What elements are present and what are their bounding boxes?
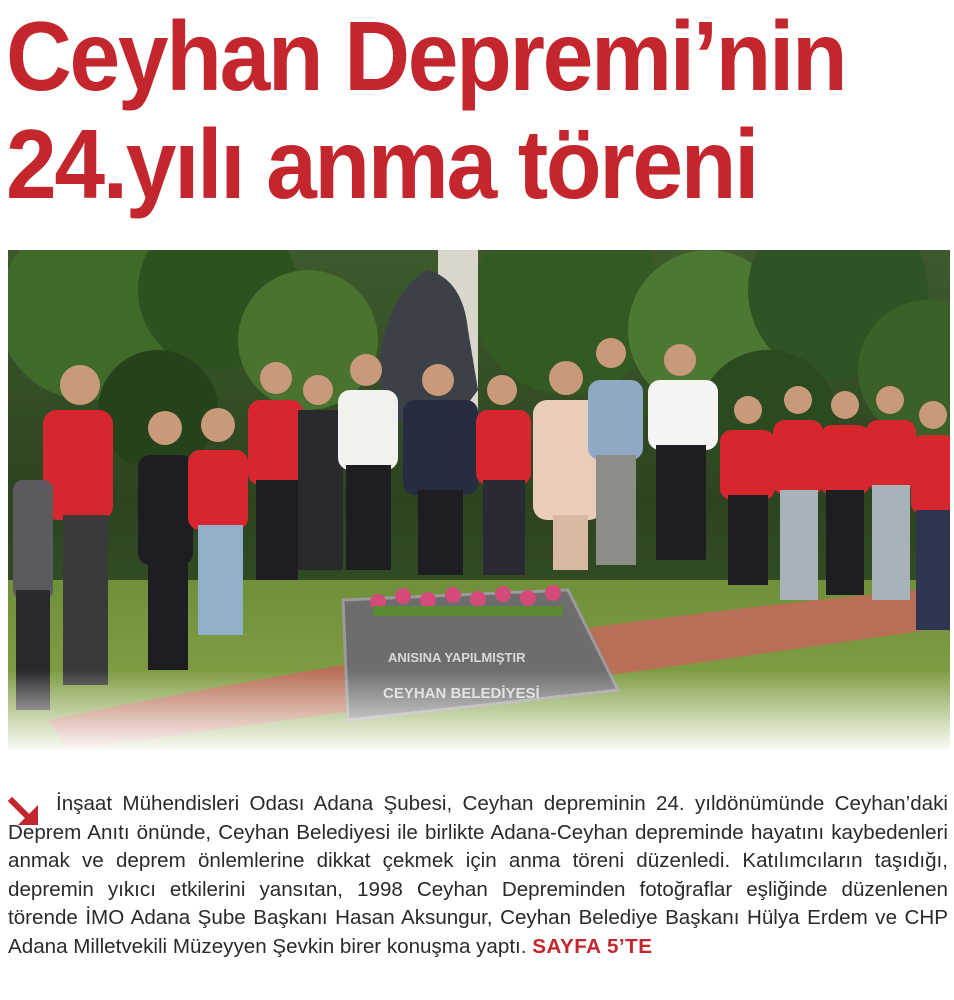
article-text: İnşaat Mühendisleri Odası Adana Şubesi, Ceyhan depreminin 24. yıldönümünde Ceyhan’daki Deprem Anıtı önünde, Ceyhan Belediyesi ile birlikte Adana-Ceyhan depreminde hayatını kaybedenleri anmak ve deprem önlemlerine dikkat çekmek için anma töreni düzenledi. Katılımcıların taşıdığı, depremin yıkıcı etkilerini yansıtan, 1998 Ceyhan Depreminden fotoğraflar eşliğinde düzenlenen törende İMO Adana Şube Başkanı Hasan Aksungur, Ceyhan Belediye Başkanı Hülya Erdem ve CHP Adana Milletvekili Müzeyyen Şevkin birer konuşma yaptı.: [8, 792, 948, 958]
plaque-text-1: ANISINA YAPILMIŞTIR: [388, 650, 526, 665]
ceremony-photo: [8, 250, 950, 750]
article-body: [8, 790, 948, 962]
page-reference: SAYFA 5’TE: [532, 934, 653, 958]
headline-line-2: 24.yılı anma töreni: [6, 109, 758, 219]
headline-line-1: Ceyhan Depremi’nin: [6, 1, 846, 111]
headline: [6, 2, 884, 218]
